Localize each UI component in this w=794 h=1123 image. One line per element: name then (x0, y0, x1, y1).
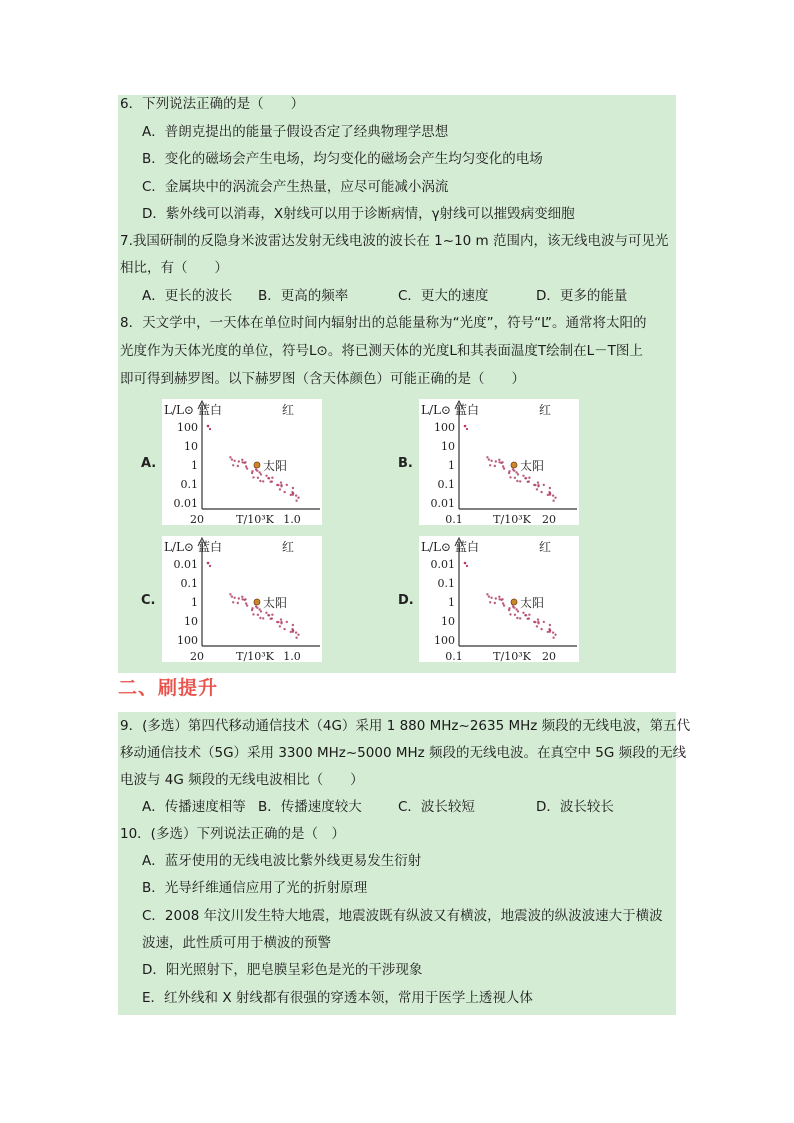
q9-option-c: C．波长较短 (398, 799, 475, 815)
star-point (537, 621, 539, 623)
q10-option-c-line1: C．2008 年汶川发生特大地震，地震波既有纵波又有横波，地震波的纵波波速大于横波 (142, 908, 663, 924)
star-point (270, 618, 272, 620)
star-point (549, 629, 551, 631)
star-point (549, 487, 551, 489)
q9-option-d: D．波长较长 (536, 799, 614, 815)
star-point (552, 494, 554, 496)
star-point (256, 607, 258, 609)
star-point (292, 487, 294, 489)
q10-option-c-line2: 波速，此性质可用于横波的预警 (142, 935, 331, 951)
star-point (537, 484, 539, 486)
q7-option-a: A．更长的波长 (142, 288, 233, 304)
x-tick-left: 0.1 (445, 513, 463, 525)
star-point (262, 480, 264, 482)
star-point (260, 610, 262, 612)
red-label: 红 (539, 540, 552, 554)
y-axis-label: L/L⊙ (421, 540, 452, 554)
q9-stem-line1: 9．(多选）第四代移动通信技术（4G）采用 1 880 MHz~2635 MHz 频段的无线电波，第五代 (120, 718, 691, 734)
star-point (295, 500, 297, 502)
star-point (265, 475, 267, 477)
star-point (292, 492, 294, 494)
star-point (554, 634, 556, 636)
red-label: 红 (282, 540, 295, 554)
star-point (464, 562, 467, 565)
star-point (231, 595, 233, 597)
q7-option-b: B．更高的频率 (258, 288, 349, 304)
star-point (229, 456, 231, 458)
q8-option-a-label: A. (141, 456, 157, 471)
blue-white-label: 蓝白 (455, 403, 480, 417)
star-point (280, 484, 282, 486)
hr-diagram-b (419, 399, 579, 525)
y-tick-label: 0.1 (437, 577, 455, 590)
star-point (283, 628, 285, 630)
star-point (257, 477, 259, 479)
star-point (536, 488, 538, 490)
star-point (286, 621, 288, 623)
y-tick-label: 0.01 (173, 558, 198, 571)
star-point (464, 425, 467, 428)
q10-option-b: B．光导纤维通信应用了光的折射原理 (142, 880, 368, 896)
q8-option-b-label: B. (398, 456, 413, 471)
q9-option-a: A．传播速度相等 (142, 799, 246, 815)
q10-option-d: D．阳光照射下，肥皂膜呈彩色是光的干涉现象 (142, 962, 423, 978)
star-point (489, 464, 491, 466)
x-tick-right: 1.0 (283, 513, 301, 525)
star-point (229, 593, 231, 595)
star-point (540, 491, 542, 493)
hr-diagram-c (162, 536, 322, 662)
star-point (513, 607, 515, 609)
star-point (486, 456, 488, 458)
star-point (259, 617, 261, 619)
q7-stem-line1: 7.我国研制的反隐身米波雷达发射无线电波的波长在 1~10 m 范围内，该无线电波与可见光 (120, 233, 669, 249)
star-point (498, 459, 500, 461)
y-tick-label: 100 (434, 634, 455, 647)
q6-option-b: B．变化的磁场会产生电场，均匀变化的磁场会产生均匀变化的电场 (142, 151, 543, 167)
q10-stem: 10．(多选）下列说法正确的是（ ） (120, 826, 345, 842)
q7-option-c: C．更大的速度 (398, 288, 489, 304)
star-point (517, 473, 519, 475)
q9-stem-line3: 电波与 4G 频段的无线电波相比（ ） (120, 772, 364, 788)
star-point (256, 470, 258, 472)
star-point (509, 476, 511, 478)
star-point (283, 491, 285, 493)
star-point (231, 458, 233, 460)
star-point (280, 621, 282, 623)
star-point (508, 607, 510, 609)
star-point (233, 597, 235, 599)
y-tick-label: 0.01 (430, 497, 455, 510)
star-point (267, 614, 269, 616)
star-point (241, 459, 243, 461)
x-tick-left: 20 (190, 650, 204, 662)
star-point (552, 500, 554, 502)
star-point (251, 470, 253, 472)
star-point (209, 565, 211, 567)
q8-stem-line2: 光度作为天体光度的单位，符号L⊙。将已测天体的光度L和其表面温度T绘制在L－T图上 (120, 343, 643, 359)
star-point (232, 464, 234, 466)
star-point (514, 477, 516, 479)
sun-marker (254, 462, 260, 468)
star-point (502, 465, 504, 467)
y-tick-label: 1 (448, 596, 455, 609)
star-point (517, 610, 519, 612)
q8-option-c-label: C. (141, 593, 156, 608)
star-point (540, 628, 542, 630)
star-point (495, 460, 497, 462)
star-point (295, 637, 297, 639)
star-point (488, 595, 490, 597)
q7-stem-line2: 相比，有（ ） (120, 260, 228, 276)
y-tick-label: 1 (191, 596, 198, 609)
y-tick-label: 100 (177, 421, 198, 434)
x-tick-left: 20 (190, 513, 204, 525)
q10-option-e: E．红外线和 X 射线都有很强的穿透本领，常用于医学上透视人体 (142, 990, 533, 1006)
x-tick-right: 20 (542, 513, 556, 525)
q6-option-a: A．普朗克提出的能量子假设否定了经典物理学思想 (142, 124, 449, 140)
q6-stem: 6．下列说法正确的是（ ） (120, 96, 305, 112)
star-point (267, 477, 269, 479)
y-axis-label: L/L⊙ (421, 403, 452, 417)
star-point (509, 613, 511, 615)
sun-label: 太阳 (520, 459, 545, 473)
y-tick-label: 10 (184, 440, 198, 453)
star-point (297, 497, 299, 499)
star-point (232, 601, 234, 603)
star-point (245, 602, 247, 604)
y-tick-label: 0.1 (437, 478, 455, 491)
star-point (279, 488, 281, 490)
star-point (500, 599, 502, 601)
star-point (277, 621, 279, 623)
star-point (243, 462, 245, 464)
q8-stem-line1: 8．天文学中，一天体在单位时间内辐射出的总能量称为“光度”，符号“L”。通常将太阳的 (120, 315, 647, 331)
star-point (549, 492, 551, 494)
star-point (527, 481, 529, 483)
sun-marker (254, 599, 260, 605)
star-point (279, 625, 281, 627)
q8-stem-line3: 即可得到赫罗图。以下赫罗图（含天体颜色）可能正确的是（ ） (120, 371, 525, 387)
blue-white-label: 蓝白 (198, 540, 223, 554)
star-point (295, 631, 297, 633)
star-point (466, 565, 468, 567)
star-point (251, 607, 253, 609)
star-point (537, 481, 539, 483)
blue-white-label: 蓝白 (198, 403, 223, 417)
star-point (246, 467, 248, 469)
star-point (554, 497, 556, 499)
q6-option-c: C．金属块中的涡流会产生热量，应尽可能减小涡流 (142, 179, 449, 195)
star-point (494, 465, 496, 467)
star-point (280, 618, 282, 620)
y-tick-label: 10 (184, 615, 198, 628)
y-tick-label: 1 (448, 459, 455, 472)
y-axis-label: L/L⊙ (164, 540, 195, 554)
star-point (528, 614, 530, 616)
sun-label: 太阳 (520, 596, 545, 610)
star-point (292, 629, 294, 631)
star-point (207, 562, 210, 565)
star-point (489, 601, 491, 603)
star-point (466, 428, 468, 430)
star-point (519, 617, 521, 619)
star-point (252, 476, 254, 478)
sun-label: 太阳 (263, 459, 288, 473)
y-tick-label: 0.01 (173, 497, 198, 510)
star-point (490, 597, 492, 599)
star-point (257, 614, 259, 616)
star-point (270, 481, 272, 483)
star-point (209, 428, 211, 430)
star-point (500, 462, 502, 464)
star-point (243, 599, 245, 601)
star-point (297, 634, 299, 636)
q8-option-d-label: D. (398, 593, 414, 608)
star-point (238, 460, 240, 462)
section-heading: 二、刷提升 (118, 677, 219, 699)
y-axis-label: L/L⊙ (164, 403, 195, 417)
sun-marker (511, 462, 517, 468)
q6-option-d: D．紫外线可以消毒，X射线可以用于诊断病情，γ射线可以摧毁病变细胞 (142, 206, 575, 222)
star-point (260, 473, 262, 475)
star-point (262, 617, 264, 619)
x-tick-right: 1.0 (283, 650, 301, 662)
star-point (494, 602, 496, 604)
y-tick-label: 100 (434, 421, 455, 434)
star-point (233, 460, 235, 462)
star-point (271, 614, 273, 616)
star-point (286, 484, 288, 486)
hr-diagram-a (162, 399, 322, 525)
star-point (552, 637, 554, 639)
star-point (516, 480, 518, 482)
star-point (490, 460, 492, 462)
star-point (237, 465, 239, 467)
q9-option-b: B．传播速度较大 (258, 799, 362, 815)
star-point (238, 597, 240, 599)
star-point (514, 614, 516, 616)
y-tick-label: 10 (441, 440, 455, 453)
star-point (534, 484, 536, 486)
star-point (536, 625, 538, 627)
star-point (259, 480, 261, 482)
star-point (246, 604, 248, 606)
star-point (486, 593, 488, 595)
star-point (498, 596, 500, 598)
star-point (543, 484, 545, 486)
star-point (524, 614, 526, 616)
star-point (513, 470, 515, 472)
y-tick-label: 100 (177, 634, 198, 647)
star-point (534, 621, 536, 623)
hr-diagram-d (419, 536, 579, 662)
star-point (516, 617, 518, 619)
star-point (252, 613, 254, 615)
star-point (527, 618, 529, 620)
star-point (280, 481, 282, 483)
star-point (508, 470, 510, 472)
x-axis-label: T/10³K (236, 513, 274, 525)
star-point (552, 631, 554, 633)
red-label: 红 (539, 403, 552, 417)
star-point (549, 624, 551, 626)
blue-white-label: 蓝白 (455, 540, 480, 554)
star-point (245, 465, 247, 467)
y-tick-label: 0.1 (180, 577, 198, 590)
star-point (503, 467, 505, 469)
star-point (207, 425, 210, 428)
y-tick-label: 0.01 (430, 558, 455, 571)
star-point (519, 480, 521, 482)
sun-label: 太阳 (263, 596, 288, 610)
star-point (543, 621, 545, 623)
star-point (503, 604, 505, 606)
star-point (241, 596, 243, 598)
q7-option-d: D．更多的能量 (536, 288, 628, 304)
y-tick-label: 1 (191, 459, 198, 472)
star-point (488, 458, 490, 460)
x-axis-label: T/10³K (493, 513, 531, 525)
star-point (495, 597, 497, 599)
y-tick-label: 10 (441, 615, 455, 628)
star-point (502, 602, 504, 604)
star-point (292, 624, 294, 626)
x-tick-right: 20 (542, 650, 556, 662)
star-point (522, 475, 524, 477)
star-point (237, 602, 239, 604)
red-label: 红 (282, 403, 295, 417)
sun-marker (511, 599, 517, 605)
star-point (277, 484, 279, 486)
x-tick-left: 0.1 (445, 650, 463, 662)
q9-stem-line2: 移动通信技术（5G）采用 3300 MHz~5000 MHz 频段的无线电波。在真空中 5G 频段的无线 (120, 745, 687, 761)
star-point (271, 477, 273, 479)
star-point (524, 477, 526, 479)
star-point (295, 494, 297, 496)
star-point (522, 612, 524, 614)
q10-option-a: A．蓝牙使用的无线电波比紫外线更易发生衍射 (142, 853, 422, 869)
star-point (537, 618, 539, 620)
y-tick-label: 0.1 (180, 478, 198, 491)
star-point (265, 612, 267, 614)
star-point (528, 477, 530, 479)
x-axis-label: T/10³K (493, 650, 531, 662)
x-axis-label: T/10³K (236, 650, 274, 662)
